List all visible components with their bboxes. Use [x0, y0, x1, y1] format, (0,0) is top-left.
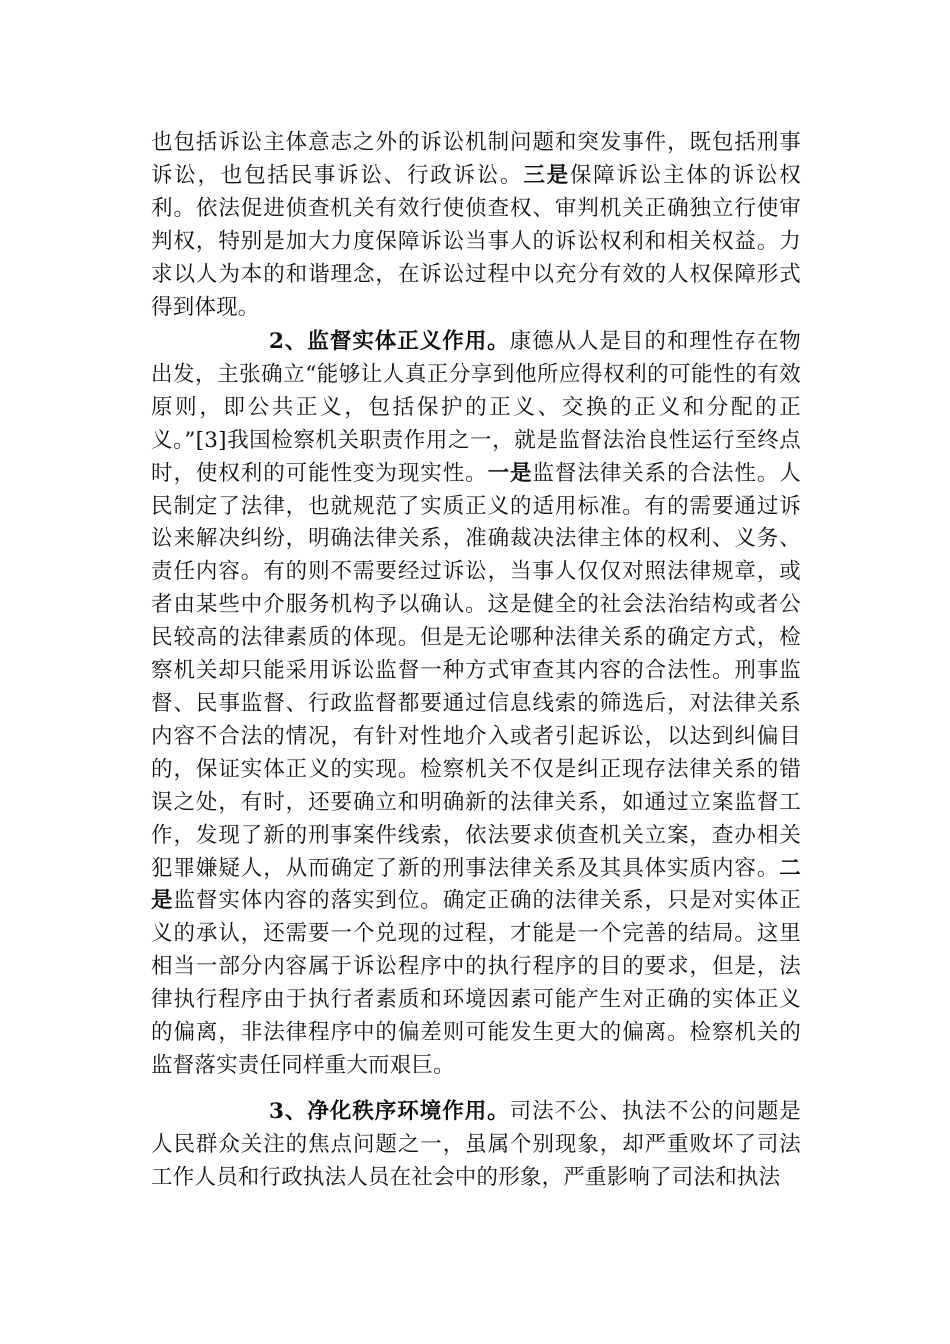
section-3-heading: 3、净化秩序环境作用。 — [269, 1099, 510, 1124]
paragraph-1 — [151, 127, 801, 324]
paragraph-1-bold-third: 三是 — [523, 162, 570, 188]
paragraph-2-text-b: 监督法律关系的合法性。人民制定了法律，也就规范了实质正义的适用标准。有的需要通过诉讼来解决纠纷，明确法律关系，准确裁决法律主体的权利、义务、责任内容。有的则不需要经过诉讼，当事人仅仅对照法律规章，或者由某些中介服务机构予以确认。这是健全的社会法治结构或者公民较高的法律素质的体现。但是无论哪种法律关系的确定方式，检察机关却只能采用诉讼监督一种方式审查其内容的合法性。刑事监督、民事监督、行政监督都要通过信息线索的筛选后，对法律关系内容不合法的情况，有针对性地介入或者引起诉讼，以达到纠偏目的，保证实体正义的实现。检察机关不仅是纠正现存法律关系的错误之处，有时，还要确立和明确新的法律关系，如通过立案监督工作，发现了新的刑事案件线索，依法要求侦查机关立案，查办相关犯罪嫌疑人，从而确定了新的刑事法律关系及其具体实质内容。 — [151, 460, 801, 881]
paragraph-2-text-a: 康德从人是目的和理性存在物出发，主张确立“能够让人真正分享到他所应得权利的可能性的有效原则，即公共正义，包括保护的正义、交换的正义和分配的正义。”[3]我国检察机关职责作用之一，就是监督法治良性运行至终点时，使权利的可能性变为现实性。 — [151, 329, 801, 486]
paragraph-2-text-c: 监督实体内容的落实到位。确定正确的法律关系，只是对实体正义的承认，还需要一个兑现的过程，才能是一个完善的结局。这里相当一部分内容属于诉讼程序中的执行程序的目的要求，但是，法律执行程序由于执行者素质和环境因素可能产生对正确的实体正义的偏离，非法律程序中的偏差则可能发生更大的偏离。检察机关的监督落实责任同样重大而艰巨。 — [151, 888, 802, 1078]
paragraph-2 — [151, 326, 801, 1083]
paragraph-2-bold-second: 二是 — [151, 855, 801, 914]
section-2 — [151, 326, 801, 1083]
section-3 — [151, 1096, 801, 1195]
paragraph-1-text-a: 也包括诉讼主体意志之外的诉讼机制问题和突发事件，既包括刑事诉讼，也包括民事诉讼、行政诉讼。 — [151, 130, 801, 188]
paragraph-2-bold-first: 一是 — [487, 460, 533, 486]
paragraph-continuation — [151, 127, 801, 324]
section-2-heading: 2、监督实体正义作用。 — [269, 329, 510, 354]
paragraph-3 — [151, 1096, 801, 1195]
paragraph-1-text-b: 保障诉讼主体的诉讼权利。依法促进侦查机关有效行使侦查权、审判机关正确独立行使审判权，特别是加大力度保障诉讼当事人的诉讼权利和相关权益。力求以人为本的和谐理念，在诉讼过程中以充分有效的人权保障形式得到体现。 — [151, 162, 802, 320]
paragraph-3-text-a: 司法不公、执法不公的问题是人民群众关注的焦点问题之一，虽属个别现象，却严重败坏了司法工作人员和行政执法人员在社会中的形象，严重影响了司法和执法 — [151, 1099, 801, 1190]
